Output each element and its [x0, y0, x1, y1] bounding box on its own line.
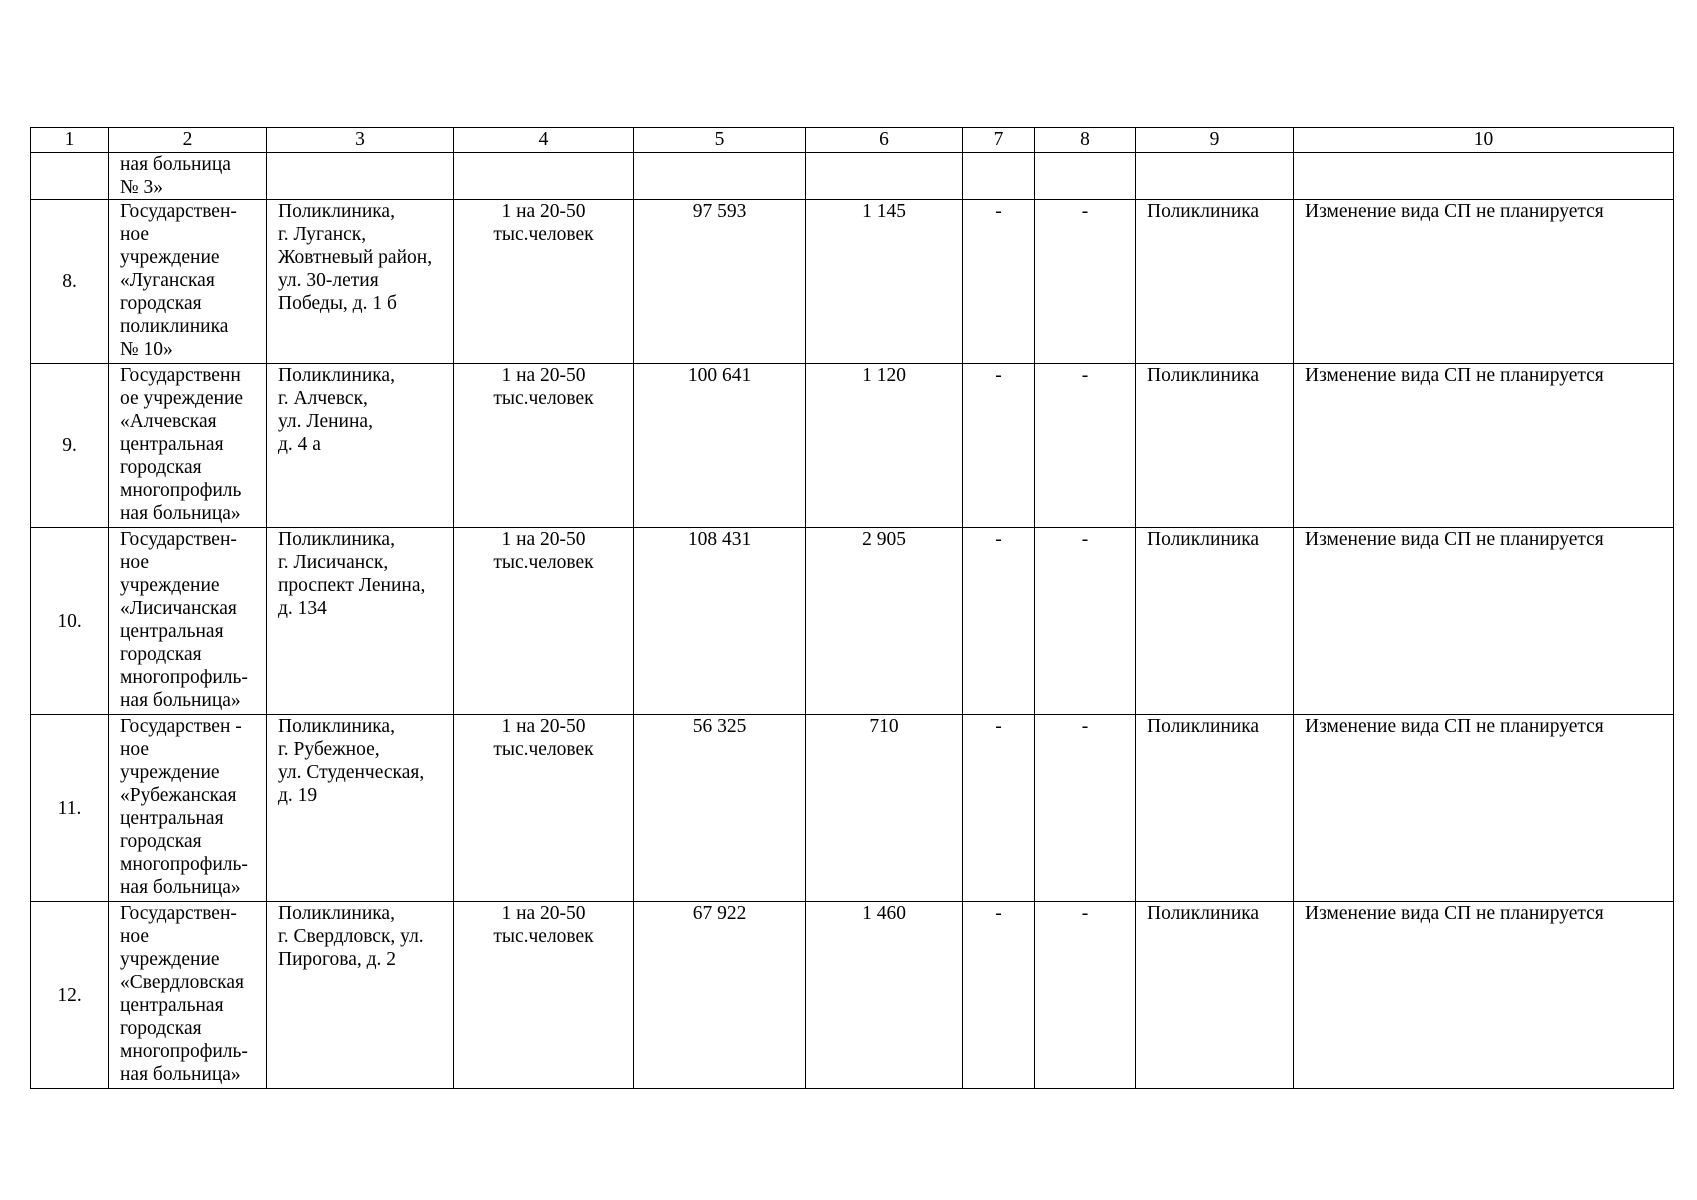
table-row	[31, 902, 1674, 1089]
cell-number	[31, 153, 109, 200]
cell-norm: 1 на 20-50 тыс.человек	[454, 715, 634, 902]
cell-col8: -	[1035, 902, 1136, 1089]
column-header: 7	[963, 128, 1035, 153]
table-row	[31, 715, 1674, 902]
cell-institution: Государствен - ное учреждение «Рубежанская центральная городская многопрофиль- ная больница»	[109, 715, 267, 902]
cell-col10: Изменение вида СП не планируется	[1294, 364, 1674, 528]
cell-col5: 67 922	[634, 902, 806, 1089]
cell-norm	[454, 153, 634, 200]
cell-col5: 108 431	[634, 528, 806, 715]
cell-col7: -	[963, 364, 1035, 528]
cell-col8: -	[1035, 528, 1136, 715]
cell-col5: 97 593	[634, 200, 806, 364]
column-header: 8	[1035, 128, 1136, 153]
column-header: 9	[1136, 128, 1294, 153]
cell-col10: Изменение вида СП не планируется	[1294, 902, 1674, 1089]
cell-col5: 100 641	[634, 364, 806, 528]
cell-col6: 1 460	[806, 902, 963, 1089]
cell-col7: -	[963, 528, 1035, 715]
document-page	[30, 127, 1673, 1089]
cell-address: Поликлиника, г. Лисичанск, проспект Ленина, д. 134	[267, 528, 454, 715]
column-header: 1	[31, 128, 109, 153]
cell-col5	[634, 153, 806, 200]
cell-address: Поликлиника, г. Луганск, Жовтневый район, ул. 30-летия Победы, д. 1 б	[267, 200, 454, 364]
cell-address	[267, 153, 454, 200]
cell-number: 12.	[31, 902, 109, 1089]
cell-col10	[1294, 153, 1674, 200]
cell-col5: 56 325	[634, 715, 806, 902]
cell-col7: -	[963, 715, 1035, 902]
cell-institution: Государствен- ное учреждение «Луганская городская поликлиника № 10»	[109, 200, 267, 364]
cell-norm: 1 на 20-50 тыс.человек	[454, 528, 634, 715]
cell-col9: Поликлиника	[1136, 528, 1294, 715]
cell-col6: 1 120	[806, 364, 963, 528]
column-header: 4	[454, 128, 634, 153]
cell-col10: Изменение вида СП не планируется	[1294, 200, 1674, 364]
cell-number: 8.	[31, 200, 109, 364]
table-row	[31, 364, 1674, 528]
cell-col8: -	[1035, 364, 1136, 528]
column-header: 6	[806, 128, 963, 153]
column-header: 2	[109, 128, 267, 153]
cell-col9	[1136, 153, 1294, 200]
cell-col8: -	[1035, 715, 1136, 902]
cell-address: Поликлиника, г. Рубежное, ул. Студенческая, д. 19	[267, 715, 454, 902]
cell-norm: 1 на 20-50 тыс.человек	[454, 200, 634, 364]
cell-institution: Государствен- ное учреждение «Лисичанская центральная городская многопрофиль- ная больница»	[109, 528, 267, 715]
cell-col9: Поликлиника	[1136, 902, 1294, 1089]
cell-col6: 710	[806, 715, 963, 902]
cell-institution: Государственн ое учреждение «Алчевская центральная городская многопрофиль ная больница»	[109, 364, 267, 528]
cell-col9: Поликлиника	[1136, 200, 1294, 364]
cell-number: 10.	[31, 528, 109, 715]
cell-col6: 1 145	[806, 200, 963, 364]
table-row-continuation	[31, 153, 1674, 200]
cell-number: 11.	[31, 715, 109, 902]
cell-col9: Поликлиника	[1136, 715, 1294, 902]
facilities-table	[30, 127, 1674, 1089]
cell-norm: 1 на 20-50 тыс.человек	[454, 902, 634, 1089]
cell-address: Поликлиника, г. Алчевск, ул. Ленина, д. 4 а	[267, 364, 454, 528]
cell-number: 9.	[31, 364, 109, 528]
cell-institution: Государствен- ное учреждение «Свердловская центральная городская многопрофиль- ная больница»	[109, 902, 267, 1089]
cell-col8: -	[1035, 200, 1136, 364]
column-header: 10	[1294, 128, 1674, 153]
cell-col10: Изменение вида СП не планируется	[1294, 528, 1674, 715]
cell-institution: ная больница № 3»	[109, 153, 267, 200]
table-row	[31, 200, 1674, 364]
cell-col7: -	[963, 902, 1035, 1089]
cell-col8	[1035, 153, 1136, 200]
column-header: 3	[267, 128, 454, 153]
cell-col6: 2 905	[806, 528, 963, 715]
cell-col10: Изменение вида СП не планируется	[1294, 715, 1674, 902]
column-header: 5	[634, 128, 806, 153]
column-number-row	[31, 128, 1674, 153]
cell-col9: Поликлиника	[1136, 364, 1294, 528]
cell-col7	[963, 153, 1035, 200]
cell-address: Поликлиника, г. Свердловск, ул. Пирогова, д. 2	[267, 902, 454, 1089]
table-row	[31, 528, 1674, 715]
cell-norm: 1 на 20-50 тыс.человек	[454, 364, 634, 528]
cell-col6	[806, 153, 963, 200]
cell-col7: -	[963, 200, 1035, 364]
